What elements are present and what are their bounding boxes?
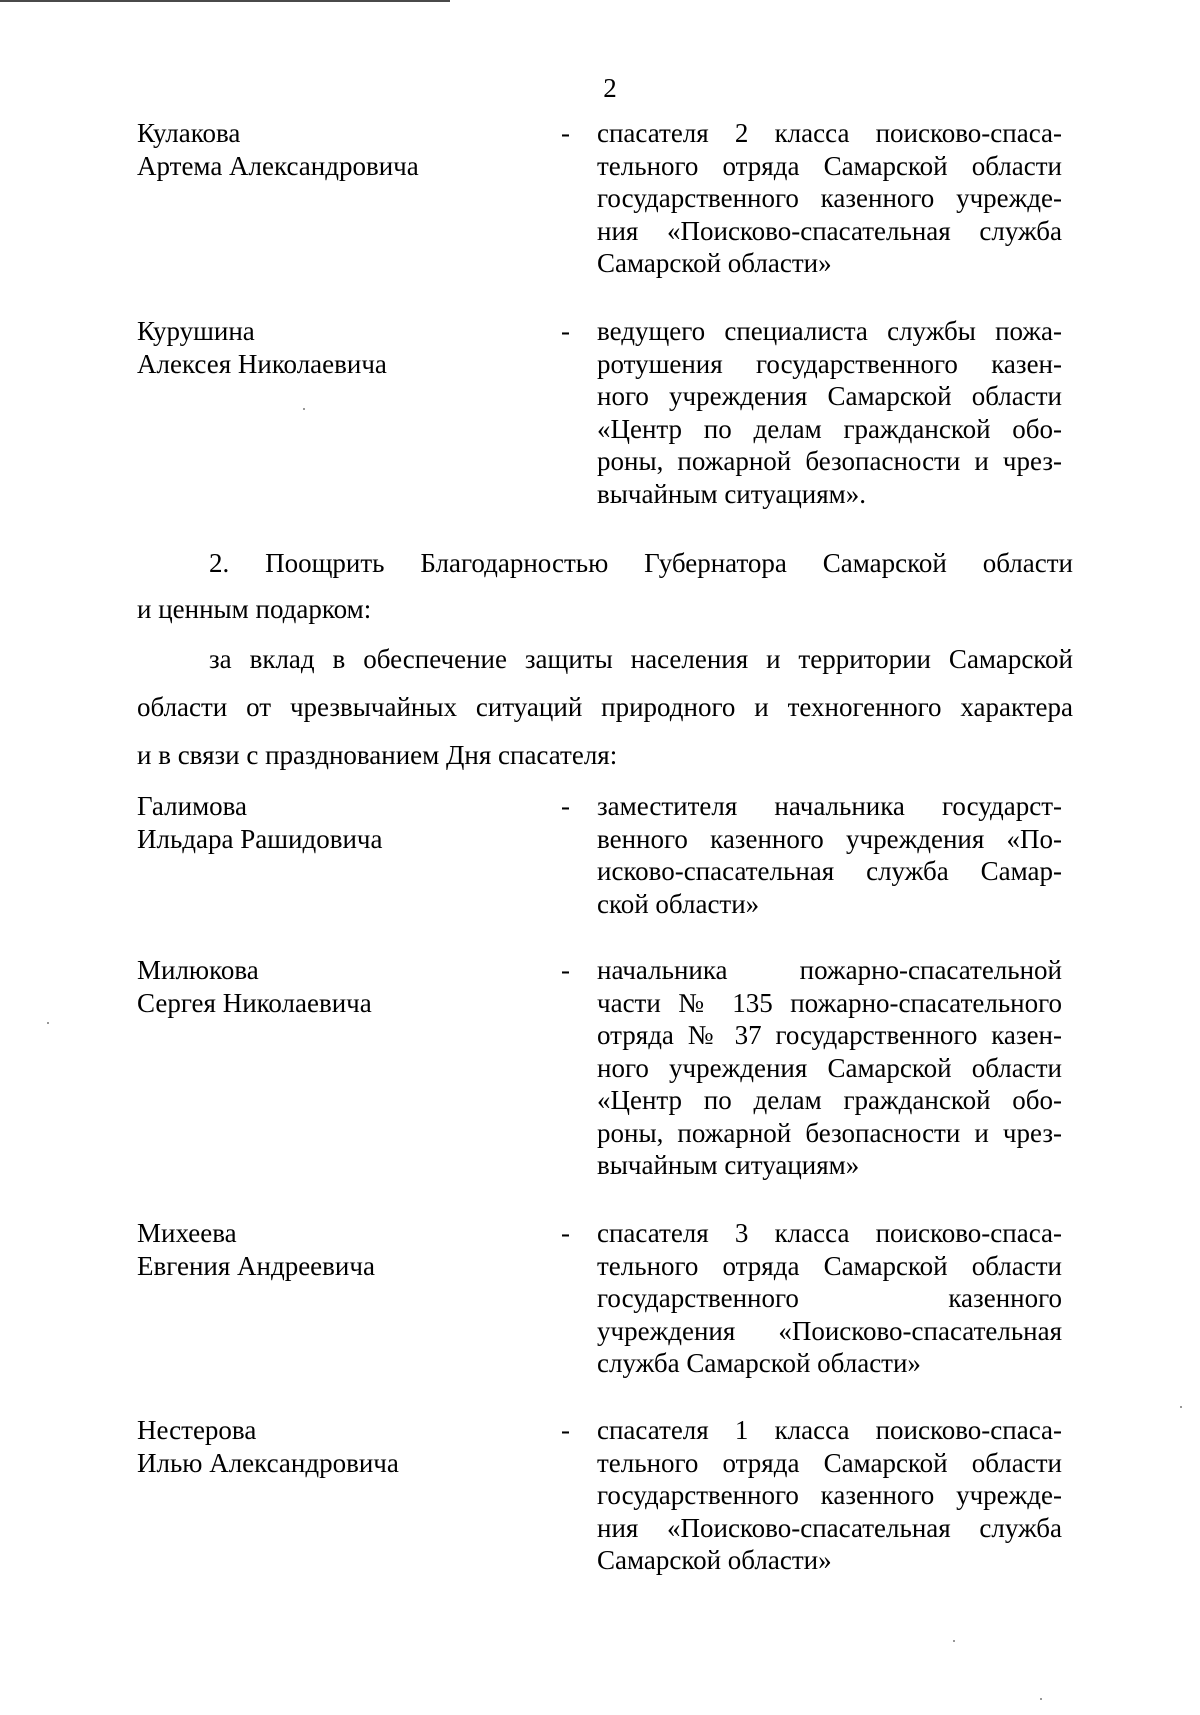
description-line: роны, пожарной безопасности и чрез-	[597, 1117, 1062, 1148]
description-line: ного учреждения Самарской области	[597, 1052, 1062, 1083]
page-number: 2	[603, 73, 617, 103]
position-description	[597, 790, 1062, 920]
person-name	[137, 117, 517, 182]
scan-speck	[303, 408, 305, 410]
description-line: «Центр по делам гражданской обо-	[597, 1085, 1062, 1115]
given-names: Евгения Андреевича	[137, 1250, 375, 1281]
description-line: тельного отряда Самарской области	[597, 150, 1062, 181]
scan-speck	[1180, 1406, 1182, 1408]
scan-speck	[47, 1022, 49, 1024]
given-names: Артема Александровича	[137, 150, 419, 181]
surname: Кулакова	[137, 118, 241, 148]
description-line: исково-спасательная служба Самар-	[597, 856, 1062, 886]
item-2-line: 2. Поощрить Благодарностью Губернатора Самарской области	[209, 548, 1073, 578]
person-name	[137, 1414, 517, 1479]
description-line: Самарской области»	[597, 1545, 832, 1575]
surname: Михеева	[137, 1218, 237, 1248]
description-line: ния «Поисково-спасательная служба	[597, 215, 1062, 246]
list-dash: -	[561, 316, 570, 346]
description-line: роны, пожарной безопасности и чрез-	[597, 446, 1062, 476]
position-description	[597, 954, 1062, 1182]
list-dash: -	[561, 791, 570, 821]
description-line: учреждения «Поисково-спасательная	[597, 1315, 1062, 1346]
description-line: начальника пожарно-спасательной	[597, 955, 1062, 985]
description-line: спасателя 3 класса поисково-спаса-	[597, 1218, 1062, 1248]
description-line: спасателя 1 класса поисково-спаса-	[597, 1415, 1062, 1445]
position-description	[597, 117, 1062, 280]
description-line: вычайным ситуациям»	[597, 1150, 860, 1180]
description-line: венного казенного учреждения «По-	[597, 823, 1062, 854]
reason-line: и в связи с празднованием Дня спасателя:	[137, 740, 618, 770]
person-name	[137, 790, 517, 855]
list-dash: -	[561, 1218, 570, 1248]
description-line: ротушения государственного казен-	[597, 348, 1062, 379]
position-description	[597, 1414, 1062, 1577]
scan-speck	[1040, 1698, 1042, 1700]
person-name	[137, 315, 517, 380]
surname: Галимова	[137, 791, 248, 821]
position-description	[597, 1217, 1062, 1380]
position-description	[597, 315, 1062, 510]
given-names: Илью Александровича	[137, 1447, 399, 1478]
description-line: части № 135 пожарно-спасательного	[597, 987, 1062, 1018]
reason-line: области от чрезвычайных ситуаций природного и техногенного характера	[137, 692, 1073, 722]
description-line: ведущего специалиста службы пожа-	[597, 316, 1062, 346]
person-name	[137, 954, 517, 1019]
surname: Нестерова	[137, 1415, 257, 1445]
scan-speck	[953, 1640, 955, 1642]
description-line: ской области»	[597, 888, 760, 919]
description-line: спасателя 2 класса поисково-спаса-	[597, 118, 1062, 148]
surname: Курушина	[137, 316, 255, 346]
scan-edge-line	[0, 0, 450, 2]
description-line: государственного казенного учрежде-	[597, 183, 1062, 213]
description-line: тельного отряда Самарской области	[597, 1447, 1062, 1478]
description-line: государственного казенного учрежде-	[597, 1480, 1062, 1510]
description-line: «Центр по делам гражданской обо-	[597, 413, 1062, 444]
list-dash: -	[561, 1415, 570, 1445]
list-dash: -	[561, 955, 570, 985]
description-line: ного учреждения Самарской области	[597, 381, 1062, 411]
description-line: отряда № 37 государственного казен-	[597, 1020, 1062, 1050]
surname: Милюкова	[137, 955, 259, 985]
person-name	[137, 1217, 517, 1282]
description-line: тельного отряда Самарской области	[597, 1250, 1062, 1281]
description-line: Самарской области»	[597, 248, 832, 278]
item-2-paragraph	[137, 547, 1073, 626]
description-line: ния «Поисково-спасательная служба	[597, 1512, 1062, 1543]
description-line: вычайным ситуациям».	[597, 478, 866, 509]
item-2-line: и ценным подарком:	[137, 594, 372, 624]
given-names: Ильдара Рашидовича	[137, 823, 383, 854]
list-dash: -	[561, 118, 570, 148]
reason-line: за вклад в обеспечение защиты населения и территории Самарской	[209, 644, 1073, 674]
given-names: Сергея Николаевича	[137, 987, 372, 1018]
description-line: заместителя начальника государст-	[597, 791, 1062, 821]
description-line: служба Самарской области»	[597, 1348, 921, 1378]
given-names: Алексея Николаевича	[137, 348, 387, 379]
description-line: государственного казенного	[597, 1283, 1062, 1313]
reason-paragraph	[137, 643, 1073, 772]
